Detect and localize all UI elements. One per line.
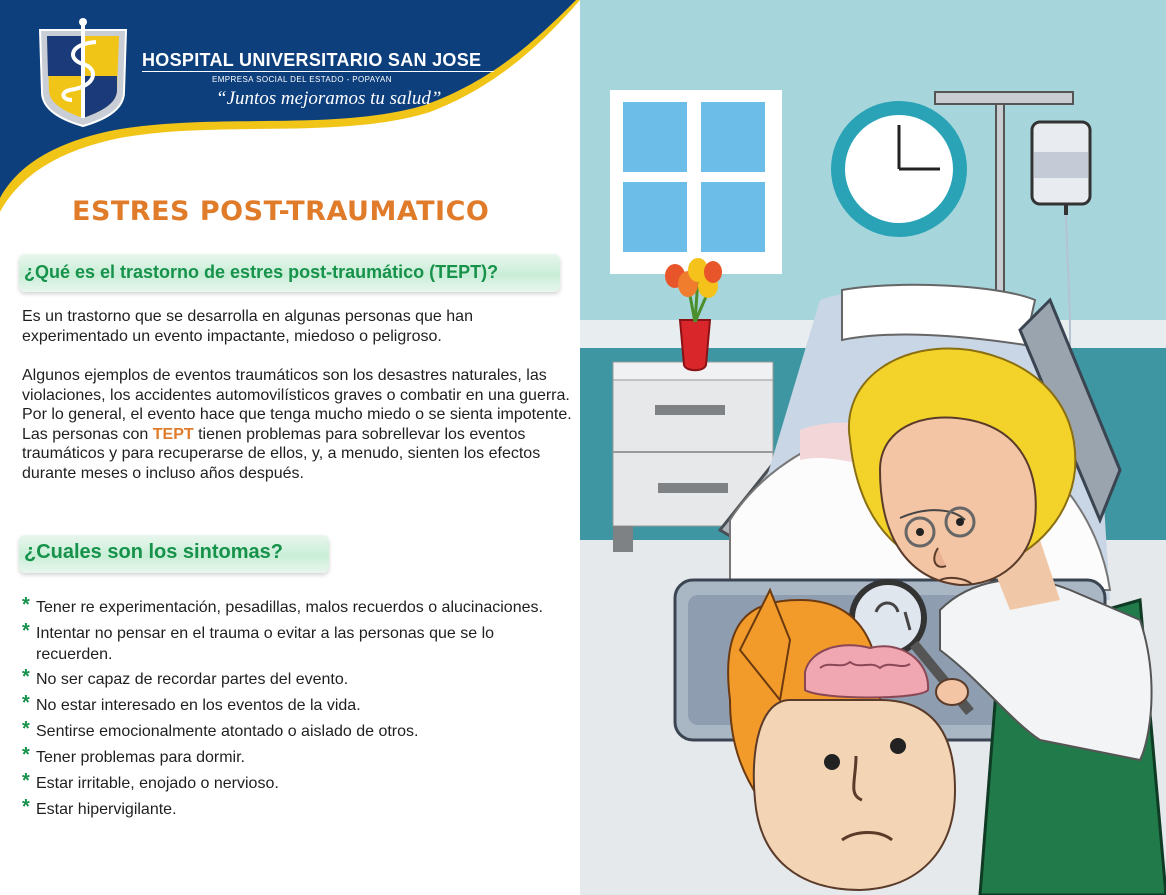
poster-text-panel bbox=[0, 0, 580, 895]
bullet-star-icon: * bbox=[22, 744, 30, 766]
symptom-text: Sentirse emocionalmente atontado o aislado de otros. bbox=[36, 723, 419, 740]
paragraph-examples bbox=[22, 366, 572, 483]
paragraph-examples-text: Algunos ejemplos de eventos traumáticos son los desastres naturales, las violaciones, los accidentes automovilísticos graves o combatir en una guerra. bbox=[22, 367, 570, 404]
bullet-star-icon: * bbox=[22, 620, 30, 642]
symptom-text: Tener problemas para dormir. bbox=[36, 749, 245, 766]
header-divider bbox=[142, 71, 494, 72]
hospital-illustration bbox=[580, 0, 1166, 895]
symptom-item bbox=[22, 796, 577, 820]
bullet-star-icon: * bbox=[22, 666, 30, 688]
section-heading-symptoms bbox=[19, 535, 329, 573]
symptom-item bbox=[22, 718, 577, 742]
symptom-item bbox=[22, 666, 577, 690]
hospital-subtitle: EMPRESA SOCIAL DEL ESTADO - POPAYAN bbox=[212, 75, 392, 84]
symptom-text: Estar irritable, enojado o nervioso. bbox=[36, 775, 279, 792]
symptom-text: Tener re experimentación, pesadillas, malos recuerdos o alucinaciones. bbox=[36, 599, 543, 616]
symptom-item bbox=[22, 744, 577, 768]
symptom-text: No estar interesado en los eventos de la vida. bbox=[36, 697, 361, 714]
section-heading-text: ¿Qué es el trastorno de estres post-traumático (TEPT)? bbox=[24, 262, 499, 282]
bullet-star-icon: * bbox=[22, 692, 30, 714]
section-heading-what-is bbox=[19, 254, 560, 292]
symptom-item bbox=[22, 620, 542, 665]
symptom-text: Intentar no pensar en el trauma o evitar a las personas que se lo recuerden. bbox=[36, 625, 495, 663]
bullet-star-icon: * bbox=[22, 770, 30, 792]
clock-icon bbox=[831, 101, 967, 237]
paragraph-effects-after: tienen problemas para sobrellevar los eventos traumáticos y para recuperarse de ellos, y, a menudo, sienten los efectos durante meses o incluso años después. bbox=[22, 425, 541, 482]
paragraph-effects-before: Las personas con bbox=[22, 425, 153, 443]
symptom-item bbox=[22, 692, 577, 716]
caduceus-shield-icon bbox=[40, 18, 126, 126]
paragraph-fear-text: Por lo general, el evento hace que tenga mucho miedo o se sienta impotente. bbox=[22, 406, 572, 423]
hospital-name: HOSPITAL UNIVERSITARIO SAN JOSE bbox=[142, 50, 482, 70]
symptom-item bbox=[22, 770, 577, 794]
bullet-star-icon: * bbox=[22, 718, 30, 740]
symptom-item bbox=[22, 594, 577, 618]
hospital-slogan: “Juntos mejoramos tu salud” bbox=[216, 88, 442, 109]
window-icon bbox=[610, 90, 782, 274]
section-heading-text: ¿Cuales son los sintomas? bbox=[24, 541, 283, 563]
symptom-text: Estar hipervigilante. bbox=[36, 801, 177, 818]
page-title: ESTRES POST-TRAUMATICO bbox=[72, 196, 490, 227]
bullet-star-icon: * bbox=[22, 594, 30, 616]
tept-highlight: TEPT bbox=[152, 425, 194, 443]
symptom-text: No ser capaz de recordar partes del evento. bbox=[36, 671, 349, 688]
paragraph-definition: Es un trastorno que se desarrolla en algunas personas que han experimentado un evento impactante, miedoso o peligroso. bbox=[22, 308, 473, 345]
bullet-star-icon: * bbox=[22, 796, 30, 818]
